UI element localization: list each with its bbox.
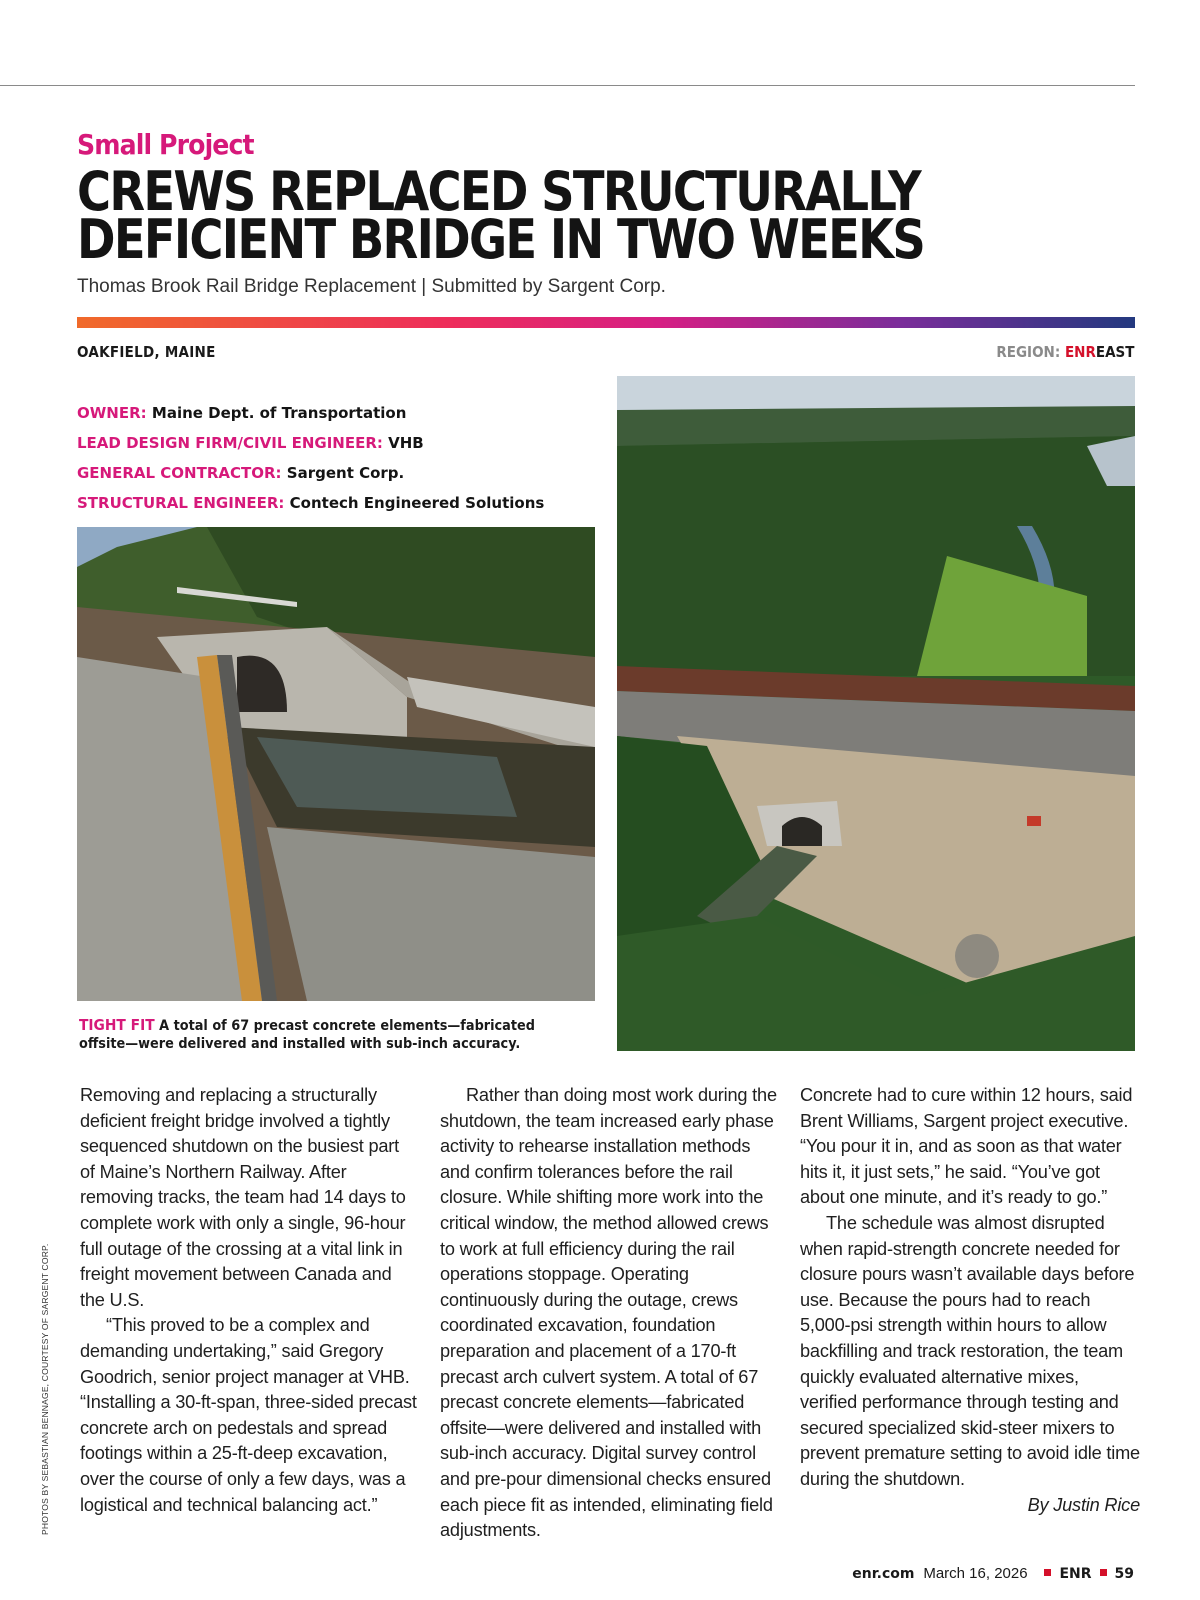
body-column-2 [440, 1083, 778, 1544]
photo-culvert-closeup-illustration [77, 527, 595, 1001]
page-footer [852, 1565, 1134, 1582]
location: OAKFIELD, MAINE [77, 343, 216, 361]
credit-label: STRUCTURAL ENGINEER: [77, 494, 285, 512]
headline [77, 160, 937, 271]
square-bullet-icon [1100, 1569, 1107, 1576]
paragraph: The schedule was almost disrupted when rapid-strength concrete needed for closure pours wasn’t available days before use. Because the pours had to reach 5,000-psi strength within hours to allow backfilling and track restoration, the team quickly evaluated alternative mixes, verified performance through testing and secured specialized skid-steer mixers to prevent premature setting to avoid idle time during the shutdown. [800, 1212, 1140, 1489]
body-column-1 [80, 1083, 418, 1518]
caption-text: A total of 67 precast concrete elements—fabricated offsite—were delivered and installed with sub-inch accuracy. [79, 1018, 536, 1052]
top-rule [0, 85, 1135, 86]
body-column-3 [800, 1083, 1140, 1518]
subhead: Thomas Brook Rail Bridge Replacement | Submitted by Sargent Corp. [77, 276, 666, 297]
photo-caption [79, 1016, 548, 1053]
photo-culvert-closeup [77, 527, 595, 1001]
footer-brand: ENR [1059, 1566, 1092, 1582]
credit-lead-design [77, 428, 617, 458]
byline: By Justin Rice [1027, 1494, 1140, 1515]
credit-value: Maine Dept. of Transportation [151, 404, 407, 422]
region-prefix: REGION: [995, 343, 1060, 361]
credit-value: Sargent Corp. [286, 464, 405, 482]
credit-label: LEAD DESIGN FIRM/CIVIL ENGINEER: [77, 434, 383, 452]
region-label [996, 343, 1134, 361]
photo-credit: PHOTOS BY SEBASTIAN BENNAGE, COURTESY OF SARGENT CORP. [40, 1243, 50, 1535]
credit-value: VHB [388, 434, 424, 452]
paragraph: “This proved to be a complex and demanding undertaking,” said Gregory Goodrich, senior project manager at VHB. “Installing a 30-ft-span, three-sided precast concrete arch on pedestals and spread footings within a 25-ft-deep excavation, over the course of only a few days, was a logistical and technical balancing act.” [80, 1315, 417, 1515]
project-credits [77, 398, 617, 518]
credit-label: GENERAL CONTRACTOR: [77, 464, 282, 482]
credit-owner [77, 398, 617, 428]
credit-structural-engineer [77, 488, 617, 518]
headline-line-1: CREWS REPLACED STRUCTURALLY [77, 160, 920, 223]
paragraph: Rather than doing most work during the shutdown, the team increased early phase activity to rehearse installation methods and confirm tolerances before the rail closure. While shifting more work into the critical window, the method allowed crews to work at full efficiency during the rail operations stoppage. Operating continuously during the outage, crews coordinated excavation, foundation preparation and placement of a 170-ft precast arch culvert system. A total of 67 precast concrete elements—fabricated offsite—were delivered and installed with sub-inch accuracy. Digital survey control and pre-pour dimensional checks ensured each piece fit as intended, eliminating field adjustments. [440, 1085, 777, 1541]
page-number: 59 [1114, 1566, 1134, 1582]
region-name: EAST [1095, 343, 1134, 361]
region-brand: ENR [1064, 343, 1096, 361]
section-kicker: Small Project [77, 128, 254, 161]
caption-label: TIGHT FIT [79, 1016, 155, 1034]
paragraph: Concrete had to cure within 12 hours, said Brent Williams, Sargent project executive. “You pour it in, and as soon as that water hits it, it just sets,” he said. “You’ve got about one minute, and it’s ready to go.” [800, 1085, 1133, 1208]
footer-site-link[interactable]: enr.com [852, 1566, 915, 1582]
photo-aerial-site [617, 376, 1135, 1051]
square-bullet-icon [1044, 1569, 1051, 1576]
paragraph: Removing and replacing a structurally deficient freight bridge involved a tightly sequenced shutdown on the busiest part of Maine’s Northern Railway. After removing tracks, the team had 14 days to complete work with only a single, 96-hour full outage of the crossing at a vital link in freight movement between Canada and the U.S. [80, 1085, 406, 1310]
headline-line-2: DEFICIENT BRIDGE IN TWO WEEKS [77, 208, 925, 271]
credit-value: Contech Engineered Solutions [289, 494, 545, 512]
credit-label: OWNER: [77, 404, 147, 422]
footer-date: March 16, 2026 [923, 1565, 1028, 1582]
credit-general-contractor [77, 458, 617, 488]
gradient-bar [77, 317, 1135, 328]
photo-aerial-site-illustration [617, 376, 1135, 1051]
